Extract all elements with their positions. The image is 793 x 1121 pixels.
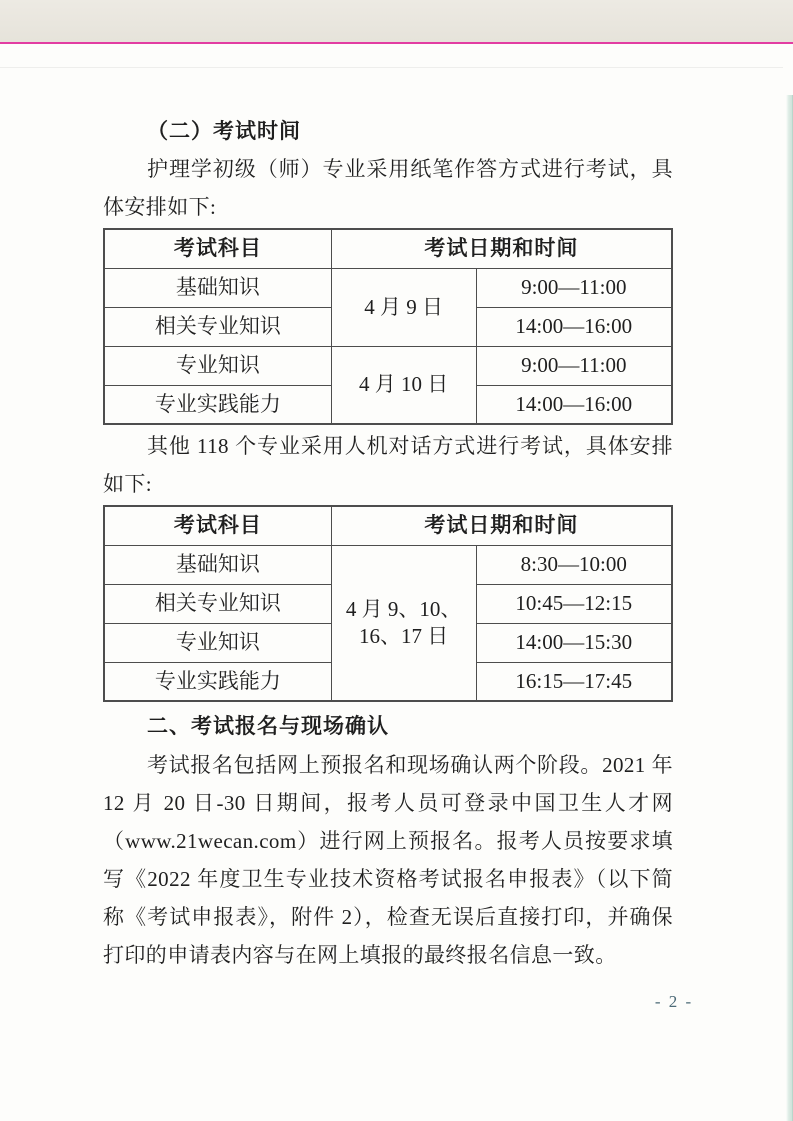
computer-exam-schedule-table: [103, 505, 673, 702]
subject-cell: 基础知识: [104, 268, 331, 307]
paragraph-registration-body: 考试报名包括网上预报名和现场确认两个阶段。2021 年 12 月 20 日-30 日期间，报考人员可登录中国卫生人才网（www.21wecan.com）进行网上预报名。报考人员按要求填写《2022 年度卫生专业技术资格考试报名申报表》（以下简称《考试申报表》，附件 2），检查无误后直接打印，并确保打印的申请表内容与在网上填报的最终报名信息一致。: [103, 753, 673, 967]
date-cell: 4 月 9、10、16、17 日: [331, 545, 476, 701]
date-cell: 4 月 9 日: [331, 268, 476, 346]
datetime-column-header: 考试日期和时间: [331, 229, 672, 268]
time-cell: 16:15—17:45: [476, 662, 672, 701]
time-cell: 10:45—12:15: [476, 584, 672, 623]
subject-column-header: 考试科目: [104, 506, 331, 545]
scan-edge-right: [786, 95, 793, 1121]
subject-column-header: 考试科目: [104, 229, 331, 268]
subject-cell: 基础知识: [104, 545, 331, 584]
subject-cell: 专业知识: [104, 623, 331, 662]
table-row: [104, 545, 672, 584]
table-row: [104, 346, 672, 385]
subject-cell: 专业实践能力: [104, 662, 331, 701]
time-cell: 9:00—11:00: [476, 268, 672, 307]
time-cell: 9:00—11:00: [476, 346, 672, 385]
paragraph-paper-exam-intro: 护理学初级（师）专业采用纸笔作答方式进行考试，具体安排如下:: [103, 157, 673, 219]
date-cell: 4 月 10 日: [331, 346, 476, 424]
time-cell: 14:00—15:30: [476, 623, 672, 662]
section-heading-registration: 二、考试报名与现场确认: [147, 715, 389, 738]
time-cell: 8:30—10:00: [476, 545, 672, 584]
subject-cell: 专业实践能力: [104, 385, 331, 424]
time-cell: 14:00—16:00: [476, 385, 672, 424]
table-row: [104, 268, 672, 307]
paragraph-computer-exam-intro: 其他 118 个专业采用人机对话方式进行考试，具体安排如下:: [103, 434, 673, 496]
subject-cell: 相关专业知识: [104, 307, 331, 346]
table-header-row: [104, 229, 672, 268]
table-header-row: [104, 506, 672, 545]
subject-cell: 专业知识: [104, 346, 331, 385]
faint-scan-line: [0, 67, 783, 68]
datetime-column-header: 考试日期和时间: [331, 506, 672, 545]
time-cell: 14:00—16:00: [476, 307, 672, 346]
paper-exam-schedule-table: [103, 228, 673, 425]
document-content: [103, 112, 673, 974]
subject-cell: 相关专业知识: [104, 584, 331, 623]
section-heading-exam-time: （二）考试时间: [147, 119, 301, 143]
page-number: - 2 -: [654, 992, 694, 1011]
scan-edge-top: [0, 0, 793, 42]
magenta-divider-line: [0, 42, 793, 44]
